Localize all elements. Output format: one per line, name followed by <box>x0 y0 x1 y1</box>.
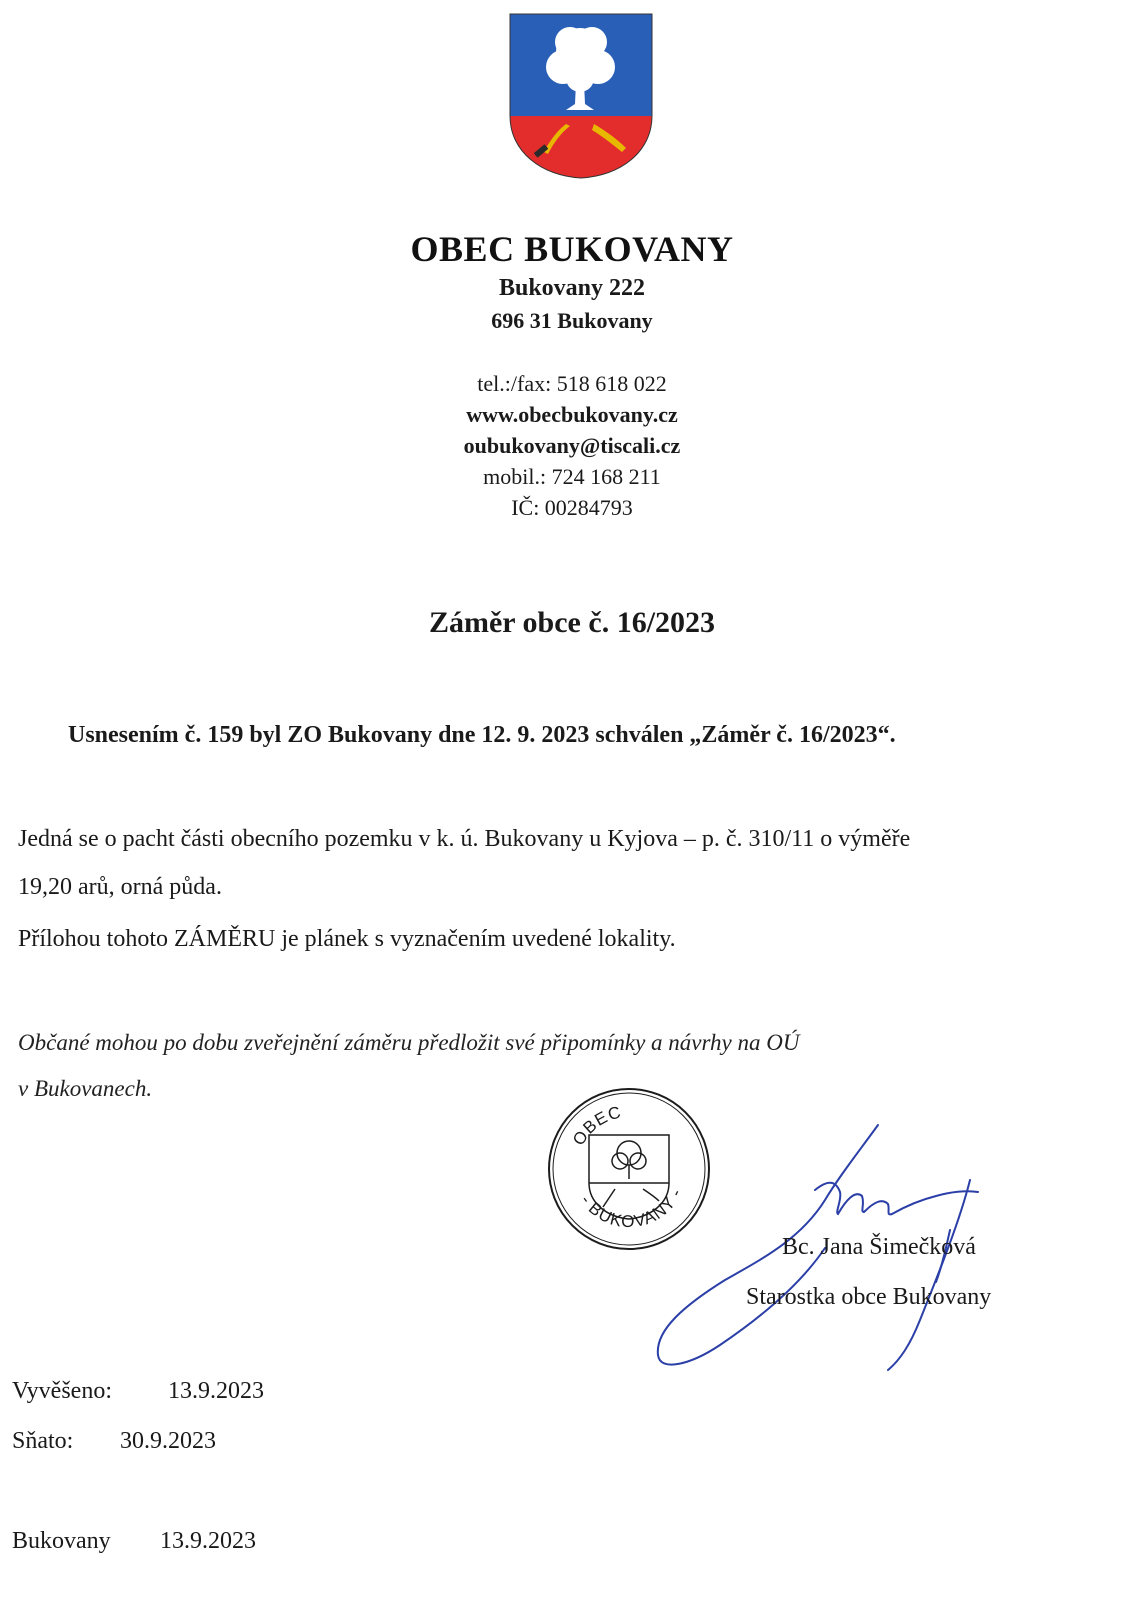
signer-name: Bc. Jana Šimečková <box>782 1234 976 1260</box>
signer-role: Starostka obce Bukovany <box>746 1284 992 1310</box>
resolution-statement: Usnesením č. 159 byl ZO Bukovany dne 12. 9. 2023 schválen „Záměr č. 16/2023“. <box>68 722 896 748</box>
posted-label: Vyvěšeno: <box>12 1378 112 1404</box>
place-label: Bukovany <box>12 1528 111 1554</box>
citizen-note-line-2: v Bukovanech. <box>18 1076 153 1101</box>
body-line-3: Přílohou tohoto ZÁMĚRU je plánek s vyznačením uvedené lokality. <box>18 926 676 952</box>
document-title: Záměr obce č. 16/2023 <box>428 606 716 639</box>
posted-date-row <box>12 1378 264 1405</box>
body-line-2: 19,20 arů, orná půda. <box>18 874 222 900</box>
stamp-top-text: OBEC <box>568 1102 624 1149</box>
email-link[interactable]: oubukovany@tiscali.cz <box>463 433 681 458</box>
posted-value: 13.9.2023 <box>168 1378 264 1404</box>
organization-name: OBEC BUKOVANY <box>410 229 734 269</box>
place-date-row <box>12 1528 256 1555</box>
website-link[interactable]: www.obecbukovany.cz <box>466 402 678 427</box>
coat-of-arms-icon <box>508 12 654 180</box>
stamp-bottom-text: - BUKOVANY - <box>576 1185 687 1232</box>
contact-block <box>0 368 1144 523</box>
svg-text:OBEC <box>569 1102 623 1148</box>
removed-label: Sňato: <box>12 1428 74 1454</box>
mobile-number: mobil.: 724 168 211 <box>483 464 661 489</box>
shield-red-field <box>508 116 654 180</box>
body-line-1: Jedná se o pacht části obecního pozemku v k. ú. Bukovany u Kyjova – p. č. 310/11 o výměře <box>18 826 911 852</box>
removed-value: 30.9.2023 <box>120 1428 216 1454</box>
company-id: IČ: 00284793 <box>511 495 633 520</box>
organization-street: Bukovany 222 <box>498 275 646 301</box>
tel-fax: tel.:/fax: 518 618 022 <box>477 371 667 396</box>
organization-city: 696 31 Bukovany <box>491 308 653 333</box>
citizen-note-line-1: Občané mohou po dobu zveřejnění záměru předložit své připomínky a návrhy na OÚ <box>18 1030 800 1055</box>
removed-date-row <box>12 1428 216 1455</box>
place-date: 13.9.2023 <box>160 1528 256 1554</box>
